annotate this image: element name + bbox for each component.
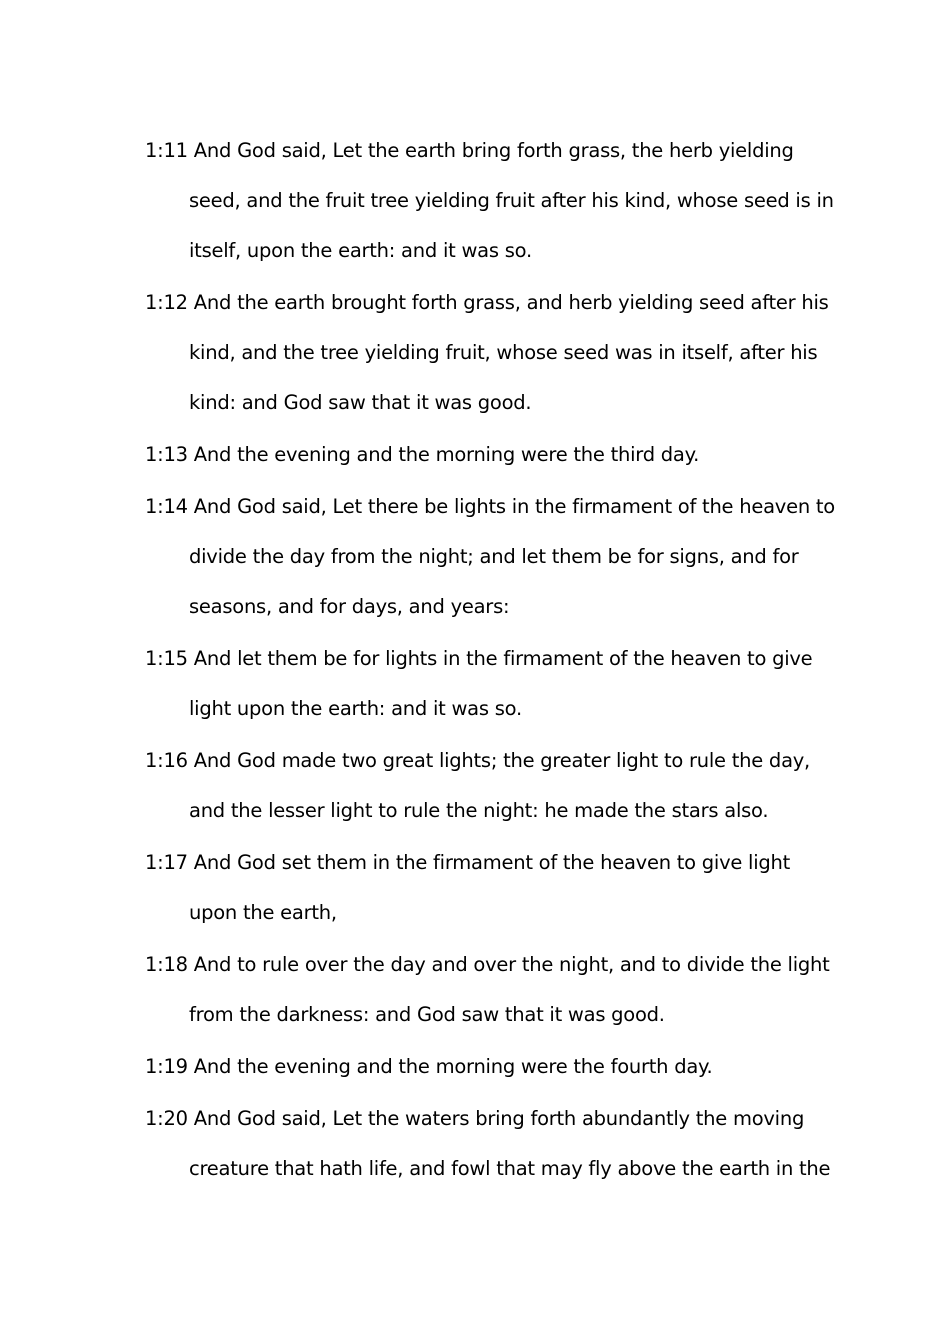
verse-text: And God set them in the firmament of the heaven to give light — [193, 851, 791, 874]
verse-ref: 1:16 — [145, 749, 188, 772]
verse-ref: 1:13 — [145, 443, 188, 466]
verse-continuation-line: itself, upon the earth: and it was so. — [189, 239, 532, 262]
verse-continuation-line: kind, and the tree yielding fruit, whose seed was in itself, after his — [189, 341, 818, 364]
verse-continuation-line: creature that hath life, and fowl that may fly above the earth in the — [189, 1157, 831, 1180]
verse-first-line — [145, 278, 835, 328]
verse — [145, 126, 835, 276]
verse-ref: 1:20 — [145, 1107, 188, 1130]
verse-continuation-line: and the lesser light to rule the night: he made the stars also. — [189, 799, 769, 822]
verse-continuation-line: seasons, and for days, and years: — [189, 595, 510, 618]
verse — [145, 838, 835, 938]
verse — [145, 278, 835, 428]
verse-first-line — [145, 126, 835, 176]
verse-text: And the evening and the morning were the fourth day. — [193, 1055, 713, 1078]
verse-first-line — [145, 940, 835, 990]
verse-continuation-line: upon the earth, — [189, 901, 337, 924]
verse-first-line — [145, 736, 835, 786]
verse-continuation-line: seed, and the fruit tree yielding fruit after his kind, whose seed is in — [189, 189, 834, 212]
verse-first-line — [145, 430, 835, 480]
verse-ref: 1:18 — [145, 953, 188, 976]
verse-continuation-line: divide the day from the night; and let them be for signs, and for — [189, 545, 799, 568]
verse-text: And let them be for lights in the firmament of the heaven to give — [193, 647, 813, 670]
verse-first-line — [145, 634, 835, 684]
verse — [145, 1042, 835, 1092]
verse-text: And God said, Let the earth bring forth grass, the herb yielding — [193, 139, 794, 162]
verse-continuation-line: from the darkness: and God saw that it was good. — [189, 1003, 665, 1026]
verse-first-line — [145, 838, 835, 888]
verse-ref: 1:12 — [145, 291, 188, 314]
verse-ref: 1:17 — [145, 851, 188, 874]
verse-list — [145, 126, 835, 1196]
verse-continuation-line: kind: and God saw that it was good. — [189, 391, 532, 414]
verse-text: And God said, Let there be lights in the firmament of the heaven to — [193, 495, 835, 518]
verse-ref: 1:15 — [145, 647, 188, 670]
verse-text: And to rule over the day and over the night, and to divide the light — [193, 953, 830, 976]
verse-text: And God made two great lights; the greater light to rule the day, — [193, 749, 811, 772]
verse-ref: 1:11 — [145, 139, 188, 162]
verse-continuation-line: light upon the earth: and it was so. — [189, 697, 522, 720]
verse-ref: 1:14 — [145, 495, 188, 518]
verse — [145, 634, 835, 734]
verse-first-line — [145, 1042, 835, 1092]
verse — [145, 1094, 835, 1194]
verse — [145, 430, 835, 480]
verse-ref: 1:19 — [145, 1055, 188, 1078]
verse — [145, 482, 835, 632]
verse-text: And God said, Let the waters bring forth abundantly the moving — [193, 1107, 805, 1130]
verse-first-line — [145, 1094, 835, 1144]
verse — [145, 940, 835, 1040]
verse-first-line — [145, 482, 835, 532]
verse-text: And the earth brought forth grass, and herb yielding seed after his — [193, 291, 829, 314]
verse-text: And the evening and the morning were the third day. — [193, 443, 700, 466]
verse — [145, 736, 835, 836]
